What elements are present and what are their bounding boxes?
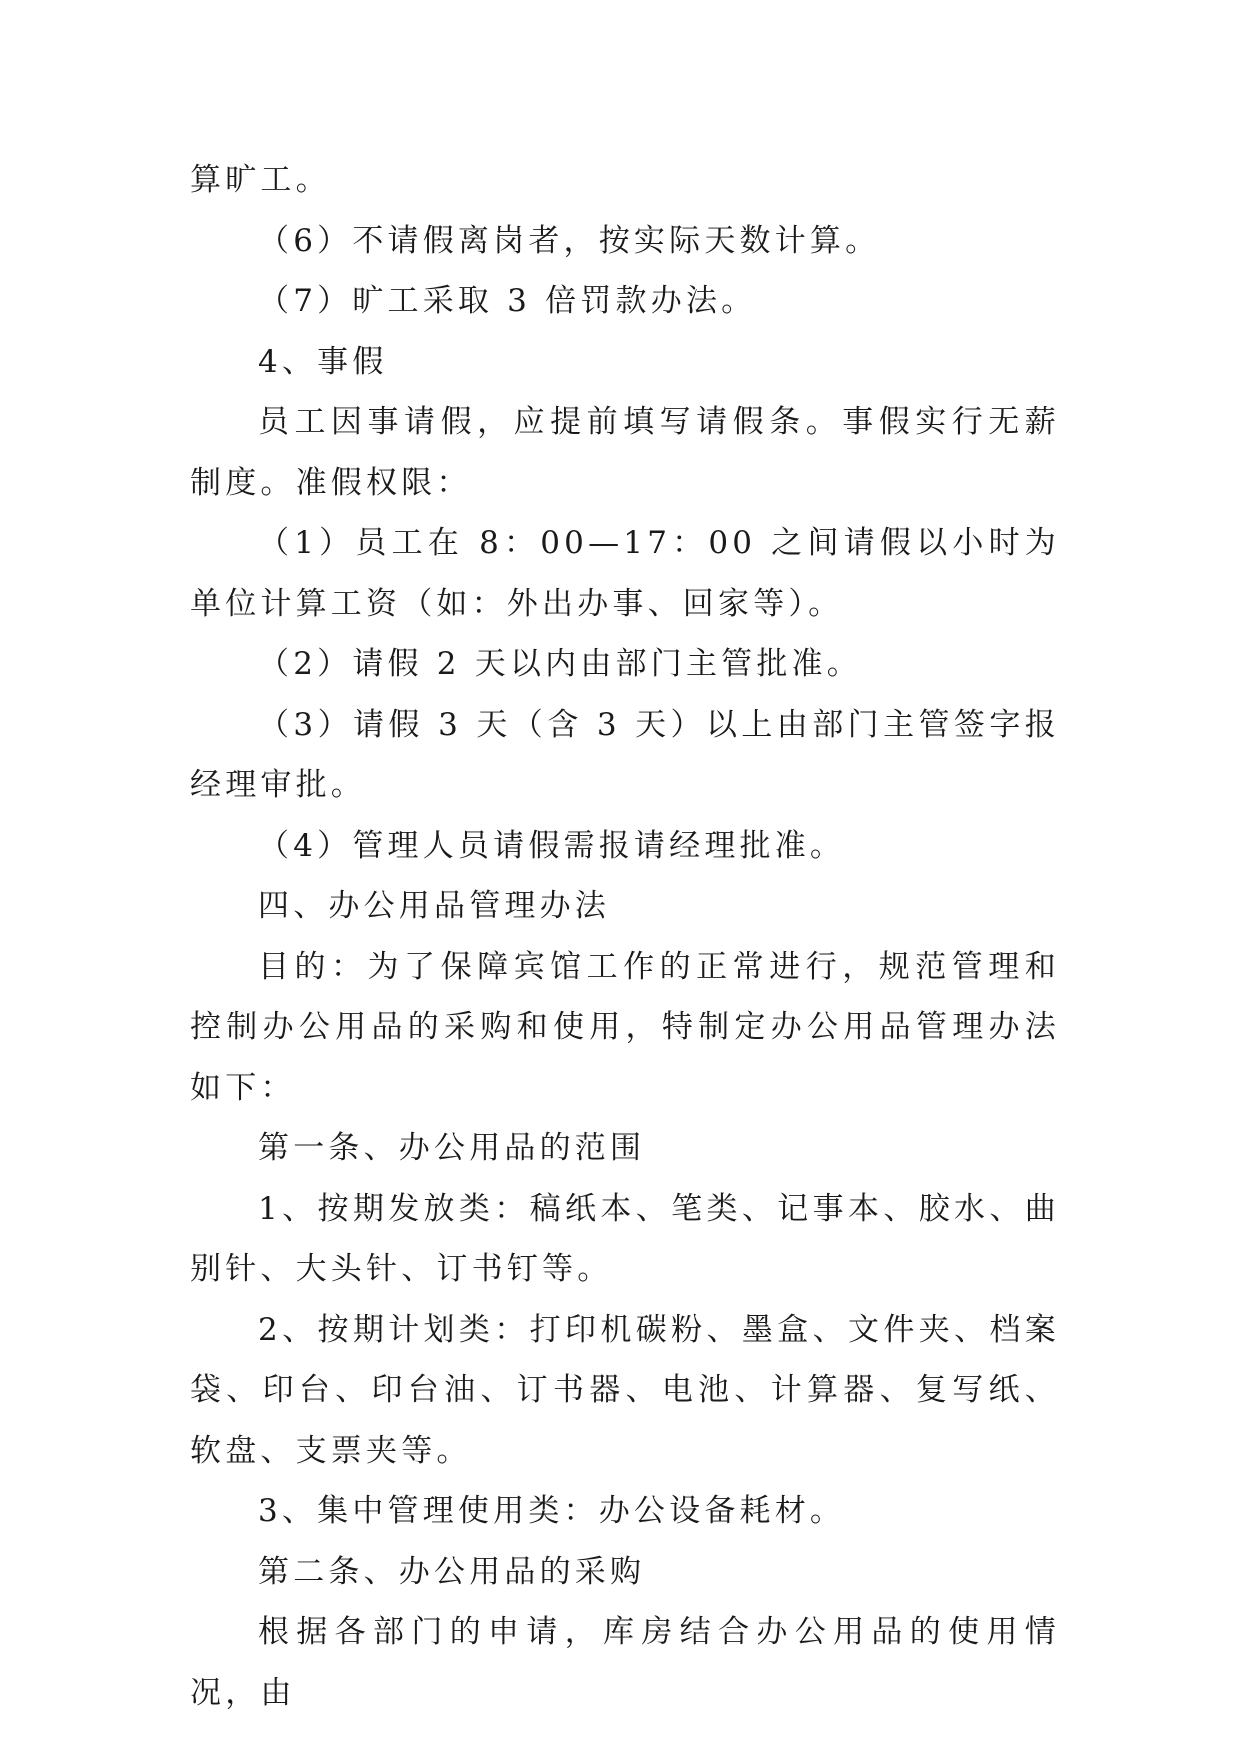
document-body bbox=[190, 150, 1060, 1723]
article-heading-procurement: 第二条、办公用品的采购 bbox=[258, 1553, 646, 1590]
paragraph-item-6: （6）不请假离岗者，按实际天数计算。 bbox=[258, 222, 881, 259]
paragraph-purpose: 目的：为了保障宾馆工作的正常进行，规范管理和控制办公用品的采购和使用，特制定办公用品管理办法如下： bbox=[190, 948, 1060, 1106]
paragraph-scope-item-2: 2、按期计划类：打印机碳粉、墨盒、文件夹、档案袋、印台、印台油、订书器、电池、计算器、复写纸、软盘、支票夹等。 bbox=[190, 1311, 1060, 1469]
paragraph-personal-leave-intro: 员工因事请假，应提前填写请假条。事假实行无薪制度。准假权限： bbox=[190, 404, 1060, 501]
paragraph-item-7: （7）旷工采取 3 倍罚款办法。 bbox=[258, 283, 757, 319]
paragraph-leave-item-2: （2）请假 2 天以内由部门主管批准。 bbox=[258, 646, 862, 682]
paragraph-scope-item-1: 1、按期发放类：稿纸本、笔类、记事本、胶水、曲别针、大头针、订书钉等。 bbox=[190, 1190, 1060, 1287]
paragraph-leave-item-3: （3）请假 3 天（含 3 天）以上由部门主管签字报经理审批。 bbox=[190, 706, 1060, 803]
paragraph-continuation: 算旷工。 bbox=[190, 162, 331, 198]
article-heading-scope: 第一条、办公用品的范围 bbox=[258, 1130, 646, 1166]
section-heading-personal-leave: 4、事假 bbox=[258, 343, 388, 380]
section-heading-office-supplies: 四、办公用品管理办法 bbox=[258, 888, 610, 924]
paragraph-leave-item-1: （1）员工在 8：00—17：00 之间请假以小时为单位计算工资（如：外出办事、回家等）。 bbox=[190, 525, 1060, 622]
paragraph-procurement: 根据各部门的申请，库房结合办公用品的使用情况，由 bbox=[190, 1614, 1060, 1711]
paragraph-scope-item-3: 3、集中管理使用类：办公设备耗材。 bbox=[258, 1493, 846, 1529]
paragraph-leave-item-4: （4）管理人员请假需报请经理批准。 bbox=[258, 827, 846, 864]
